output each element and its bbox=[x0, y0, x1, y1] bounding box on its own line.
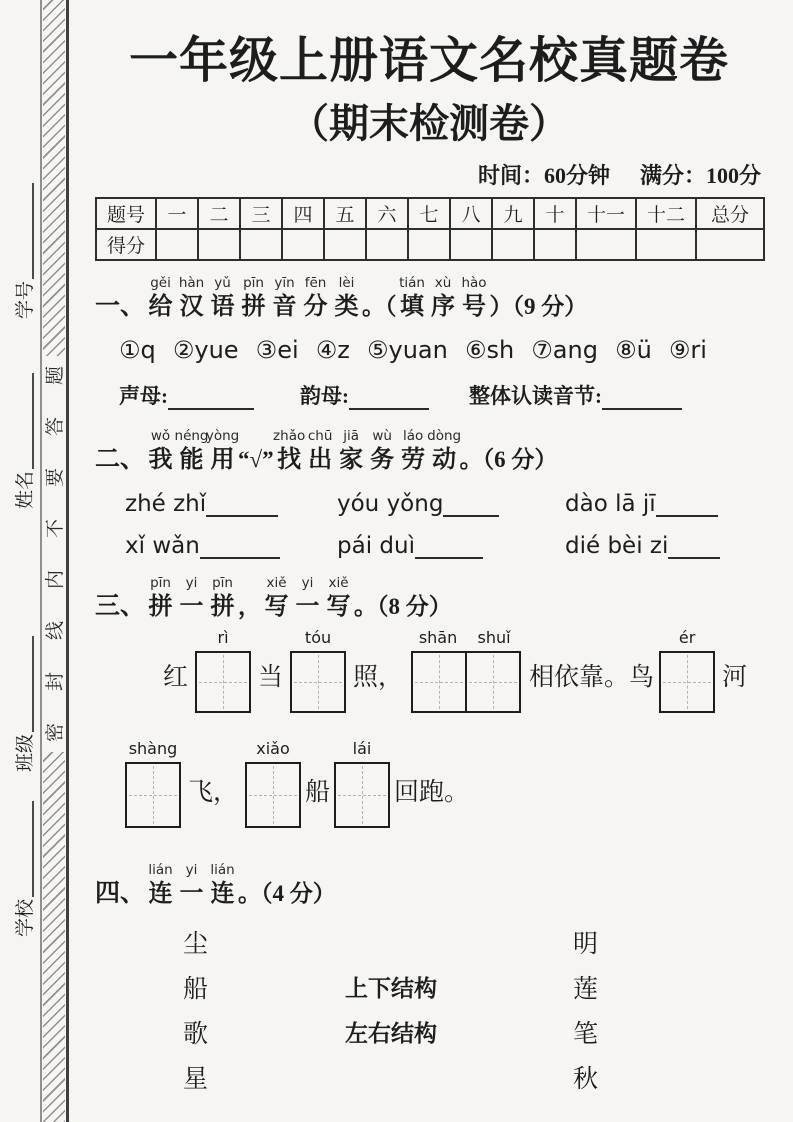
section-4-header bbox=[95, 862, 763, 909]
hanzi: 给 bbox=[148, 294, 173, 320]
ruby-unit bbox=[323, 575, 354, 622]
section-1-punct: 。（ bbox=[362, 294, 397, 319]
chore-option-label: dié bèi zi bbox=[565, 533, 669, 559]
score-header-cell: 九 bbox=[492, 198, 534, 229]
ruby-unit bbox=[269, 275, 300, 322]
student-name-label: 姓名 bbox=[15, 470, 36, 509]
score-input-cell[interactable] bbox=[156, 229, 198, 260]
seal-warning-char: 内 bbox=[45, 569, 67, 590]
score-input-cell[interactable] bbox=[492, 229, 534, 260]
match-structure-label[interactable]: 左右结构 bbox=[345, 1021, 437, 1046]
ruby-unit bbox=[428, 275, 459, 322]
pinyin: pīn bbox=[243, 275, 264, 291]
score-header-cell: 十 bbox=[534, 198, 576, 229]
match-structure-label[interactable]: 上下结构 bbox=[345, 976, 437, 1001]
hanzi: 写 bbox=[264, 594, 289, 620]
fill-line-2 bbox=[123, 739, 763, 828]
ruby-unit bbox=[331, 275, 362, 322]
chore-option bbox=[125, 491, 337, 517]
ruby-unit bbox=[145, 428, 176, 475]
blank-label: 韵母: bbox=[300, 384, 349, 408]
school-field bbox=[7, 779, 37, 937]
match-item-left[interactable]: 星 bbox=[183, 1065, 209, 1093]
score-table-header-row bbox=[96, 198, 764, 229]
score-table bbox=[95, 197, 765, 261]
ruby-unit bbox=[398, 428, 429, 475]
ruby-unit bbox=[176, 862, 207, 909]
pinyin-option: ⑥sh bbox=[464, 336, 515, 364]
chore-option-label: yóu yǒng bbox=[337, 491, 444, 517]
writing-box[interactable] bbox=[195, 651, 251, 713]
writing-box-pair bbox=[411, 651, 521, 713]
pinyin: néng bbox=[174, 428, 209, 444]
fill-text: 河 bbox=[722, 664, 748, 691]
answer-blank[interactable] bbox=[602, 390, 682, 410]
section-2-header bbox=[95, 428, 763, 475]
section-1-header bbox=[95, 275, 763, 322]
score-header-cell: 六 bbox=[366, 198, 408, 229]
writing-box[interactable] bbox=[290, 651, 346, 713]
student-name-field bbox=[7, 351, 37, 509]
pinyin: hàn bbox=[178, 275, 205, 291]
pinyin-options bbox=[119, 336, 707, 364]
hanzi: 找 bbox=[277, 447, 302, 473]
hanzi: 拼 bbox=[148, 594, 173, 620]
seal-warning-char: 密 bbox=[45, 722, 67, 743]
hanzi: 能 bbox=[179, 447, 204, 473]
ruby-unit bbox=[207, 862, 238, 909]
pinyin: tián bbox=[399, 275, 425, 291]
pinyin: yǔ bbox=[214, 275, 231, 291]
section-2-number: 二、 bbox=[95, 446, 146, 473]
pinyin: zhǎo bbox=[273, 428, 306, 444]
score-input-cell[interactable] bbox=[408, 229, 450, 260]
pinyin-option: ⑤yuan bbox=[366, 336, 448, 364]
chore-option bbox=[565, 533, 720, 559]
pinyin-option: ④z bbox=[315, 336, 350, 364]
pinyin: xù bbox=[434, 275, 452, 291]
ruby-unit bbox=[176, 428, 207, 475]
pinyin-option: ⑧ü bbox=[615, 336, 652, 364]
box-pinyin-pair bbox=[410, 628, 522, 651]
pinyin: yi bbox=[301, 575, 314, 591]
exam-paper bbox=[95, 0, 763, 1099]
writing-box[interactable] bbox=[411, 651, 467, 713]
ruby-unit bbox=[261, 575, 292, 622]
seal-warning-char: 不 bbox=[45, 518, 67, 539]
writing-box-unit bbox=[659, 628, 715, 713]
answer-blank[interactable] bbox=[415, 539, 483, 559]
score-row-label: 得分 bbox=[96, 229, 156, 260]
section-4-score: 。（4 分） bbox=[238, 881, 336, 906]
ruby-unit bbox=[207, 575, 238, 622]
pinyin: wù bbox=[372, 428, 392, 444]
full-score: 满分：100分 bbox=[639, 163, 761, 188]
pinyin: yòng bbox=[205, 428, 240, 444]
section-4-number: 四、 bbox=[95, 880, 146, 907]
pinyin: fēn bbox=[304, 275, 327, 291]
ruby-unit bbox=[305, 428, 336, 475]
score-input-cell[interactable] bbox=[696, 229, 764, 260]
chore-option bbox=[565, 491, 718, 517]
seal-warning-char: 线 bbox=[45, 620, 67, 641]
pinyin: yi bbox=[185, 575, 198, 591]
box-pinyin: shuǐ bbox=[477, 628, 511, 647]
pinyin: xiě bbox=[266, 575, 287, 591]
fill-text: 相依靠。鸟 bbox=[529, 664, 655, 691]
writing-box[interactable] bbox=[334, 762, 390, 828]
student-id-blank[interactable] bbox=[30, 183, 34, 279]
writing-box[interactable] bbox=[125, 762, 181, 828]
match-row bbox=[95, 1054, 763, 1099]
pinyin: xiě bbox=[328, 575, 349, 591]
score-input-cell[interactable] bbox=[240, 229, 282, 260]
writing-box-unit bbox=[245, 739, 301, 828]
hanzi: 音 bbox=[272, 294, 297, 320]
pinyin: jiā bbox=[343, 428, 360, 444]
seal-hatch-top bbox=[43, 0, 65, 356]
pinyin: wǒ bbox=[150, 428, 171, 444]
score-header-cell: 题号 bbox=[96, 198, 156, 229]
box-pinyin: xiǎo bbox=[256, 739, 290, 758]
hanzi: 一 bbox=[179, 881, 204, 907]
section-3-comma: ， bbox=[238, 594, 262, 619]
writing-box-unit bbox=[410, 628, 522, 713]
hanzi: 出 bbox=[308, 447, 333, 473]
score-header-cell: 一 bbox=[156, 198, 198, 229]
box-pinyin: shān bbox=[418, 628, 458, 647]
answer-blank[interactable] bbox=[443, 497, 499, 517]
writing-box[interactable] bbox=[245, 762, 301, 828]
pinyin-option: ⑨ri bbox=[668, 336, 707, 364]
score-header-cell: 十一 bbox=[576, 198, 636, 229]
seal-warning-char: 题 bbox=[45, 365, 67, 386]
section-3-score: 。（8 分） bbox=[354, 594, 452, 619]
hanzi: 填 bbox=[400, 294, 425, 320]
time-limit: 时间：60分钟 bbox=[477, 163, 610, 188]
box-pinyin: shàng bbox=[128, 739, 178, 758]
blank-label: 声母: bbox=[119, 384, 168, 408]
score-table-score-row bbox=[96, 229, 764, 260]
writing-box[interactable] bbox=[659, 651, 715, 713]
hanzi: 类 bbox=[334, 294, 359, 320]
hanzi: 动 bbox=[432, 447, 457, 473]
pinyin: yīn bbox=[274, 275, 295, 291]
hanzi: 序 bbox=[431, 294, 456, 320]
school-blank[interactable] bbox=[30, 801, 34, 897]
score-input-cell[interactable] bbox=[366, 229, 408, 260]
pinyin: pīn bbox=[150, 575, 171, 591]
writing-box-unit bbox=[290, 628, 346, 713]
hanzi: 连 bbox=[148, 881, 173, 907]
hanzi: 家 bbox=[339, 447, 364, 473]
score-input-cell[interactable] bbox=[636, 229, 696, 260]
chore-option bbox=[337, 491, 565, 517]
writing-box[interactable] bbox=[465, 651, 521, 713]
ruby-unit bbox=[238, 275, 269, 322]
score-header-cell: 总分 bbox=[696, 198, 764, 229]
answer-blank[interactable] bbox=[349, 390, 429, 410]
hanzi: 劳 bbox=[401, 447, 426, 473]
match-item-left[interactable]: 尘 bbox=[183, 930, 209, 958]
ruby-unit bbox=[300, 275, 331, 322]
ruby-unit bbox=[145, 575, 176, 622]
chore-options-row bbox=[125, 533, 763, 559]
hanzi: 务 bbox=[370, 447, 395, 473]
box-pinyin: lái bbox=[352, 739, 372, 758]
class-blank[interactable] bbox=[30, 636, 34, 732]
fill-line-1 bbox=[163, 628, 763, 713]
answer-blank[interactable] bbox=[656, 497, 718, 517]
pinyin: dòng bbox=[427, 428, 462, 444]
fill-text: 红 bbox=[163, 664, 189, 691]
blank-label: 整体认读音节: bbox=[469, 384, 602, 408]
chore-options-row bbox=[125, 491, 763, 517]
writing-box-unit bbox=[125, 739, 181, 828]
chore-option-label: xǐ wǎn bbox=[125, 533, 200, 559]
student-id-label: 学号 bbox=[15, 280, 36, 319]
ruby-unit bbox=[292, 575, 323, 622]
seal-hatch-bottom bbox=[43, 752, 65, 1122]
class-label: 班级 bbox=[15, 733, 36, 772]
pinyin: lèi bbox=[338, 275, 355, 291]
hanzi: 拼 bbox=[210, 594, 235, 620]
hanzi: 一 bbox=[295, 594, 320, 620]
hanzi: 一 bbox=[179, 594, 204, 620]
score-input-cell[interactable] bbox=[282, 229, 324, 260]
box-pinyin: rì bbox=[217, 628, 229, 647]
fill-text: 照， bbox=[353, 664, 404, 691]
writing-box-unit bbox=[195, 628, 251, 713]
pinyin-option: ①q bbox=[119, 336, 156, 364]
ruby-unit bbox=[336, 428, 367, 475]
hanzi: 用 bbox=[210, 447, 235, 473]
classification-blanks bbox=[119, 380, 763, 410]
school-label: 学校 bbox=[15, 898, 36, 937]
answer-blank[interactable] bbox=[668, 539, 720, 559]
fill-text: 回跑。 bbox=[394, 779, 470, 806]
ruby-unit bbox=[207, 428, 238, 475]
chore-option-label: pái duì bbox=[337, 533, 415, 559]
section-3-number: 三、 bbox=[95, 593, 146, 620]
seal-warning-char: 答 bbox=[45, 416, 67, 437]
hanzi: 连 bbox=[210, 881, 235, 907]
answer-blank[interactable] bbox=[200, 539, 280, 559]
match-item-left[interactable]: 歌 bbox=[183, 1020, 209, 1048]
match-row bbox=[95, 1009, 763, 1054]
match-item-right[interactable]: 笔 bbox=[573, 1020, 599, 1048]
chore-option bbox=[125, 533, 337, 559]
score-input-cell[interactable] bbox=[450, 229, 492, 260]
match-row bbox=[95, 919, 763, 964]
section-1-number: 一、 bbox=[95, 293, 146, 320]
hanzi: 拼 bbox=[241, 294, 266, 320]
score-header-cell: 四 bbox=[282, 198, 324, 229]
hanzi: 语 bbox=[210, 294, 235, 320]
writing-box-unit bbox=[334, 739, 390, 828]
seal-warning-char: 要 bbox=[45, 467, 67, 488]
ruby-unit bbox=[274, 428, 305, 475]
hanzi: 汉 bbox=[179, 294, 204, 320]
score-input-cell[interactable] bbox=[576, 229, 636, 260]
checkmark-quote: “√” bbox=[238, 447, 274, 472]
ruby-unit bbox=[176, 575, 207, 622]
pinyin: hào bbox=[461, 275, 487, 291]
ruby-unit bbox=[207, 275, 238, 322]
score-input-cell[interactable] bbox=[324, 229, 366, 260]
student-name-blank[interactable] bbox=[30, 373, 34, 469]
student-id-field bbox=[7, 161, 37, 319]
score-header-cell: 八 bbox=[450, 198, 492, 229]
pinyin: gěi bbox=[150, 275, 171, 291]
pinyin: pīn bbox=[212, 575, 233, 591]
chore-option-label: zhé zhǐ bbox=[125, 491, 207, 517]
match-item-left[interactable]: 船 bbox=[183, 975, 209, 1003]
ruby-unit bbox=[145, 862, 176, 909]
score-header-cell: 十二 bbox=[636, 198, 696, 229]
chore-option bbox=[337, 533, 565, 559]
match-item-right[interactable]: 莲 bbox=[573, 975, 599, 1003]
exam-info-line bbox=[95, 159, 763, 190]
pinyin: yi bbox=[185, 862, 198, 878]
answer-blank[interactable] bbox=[168, 390, 254, 410]
chore-option-label: dào lā jī bbox=[565, 491, 656, 517]
pinyin-option: ②yue bbox=[172, 336, 239, 364]
exam-subtitle: （期末检测卷） bbox=[289, 101, 569, 146]
ruby-unit bbox=[145, 275, 176, 322]
score-header-cell: 三 bbox=[240, 198, 282, 229]
box-pinyin: tóu bbox=[304, 628, 332, 647]
match-item-right[interactable]: 秋 bbox=[573, 1065, 599, 1093]
section-3-header bbox=[95, 575, 763, 622]
section-1-score: ）（9 分） bbox=[489, 294, 588, 319]
seal-warning-text bbox=[42, 358, 66, 750]
hanzi: 号 bbox=[462, 294, 487, 320]
score-header-cell: 二 bbox=[198, 198, 240, 229]
pinyin-option: ⑦ang bbox=[531, 336, 598, 364]
seal-inner-line bbox=[66, 0, 69, 1122]
hanzi: 分 bbox=[303, 294, 328, 320]
pinyin-option: ③ei bbox=[255, 336, 299, 364]
ruby-unit bbox=[429, 428, 460, 475]
section-2-score: 。（6 分） bbox=[459, 447, 558, 472]
pinyin: lián bbox=[210, 862, 235, 878]
answer-blank[interactable] bbox=[206, 497, 278, 517]
match-item-right[interactable]: 明 bbox=[573, 930, 599, 958]
score-input-cell[interactable] bbox=[534, 229, 576, 260]
ruby-unit bbox=[176, 275, 207, 322]
ruby-unit bbox=[459, 275, 490, 322]
match-row bbox=[95, 964, 763, 1009]
score-input-cell[interactable] bbox=[198, 229, 240, 260]
fill-text: 当 bbox=[258, 664, 284, 691]
box-pinyin: ér bbox=[678, 628, 696, 647]
seal-warning-char: 封 bbox=[45, 671, 67, 692]
hanzi: 我 bbox=[148, 447, 173, 473]
hanzi: 写 bbox=[326, 594, 351, 620]
pinyin: chū bbox=[307, 428, 333, 444]
score-header-cell: 七 bbox=[408, 198, 450, 229]
fill-text: 船 bbox=[305, 779, 331, 806]
exam-title: 一年级上册语文名校真题卷 bbox=[128, 33, 729, 88]
pinyin: lián bbox=[148, 862, 173, 878]
fill-text: 飞， bbox=[188, 779, 239, 806]
class-field bbox=[7, 614, 37, 772]
score-header-cell: 五 bbox=[324, 198, 366, 229]
ruby-unit bbox=[397, 275, 428, 322]
ruby-unit bbox=[367, 428, 398, 475]
pinyin: láo bbox=[402, 428, 424, 444]
